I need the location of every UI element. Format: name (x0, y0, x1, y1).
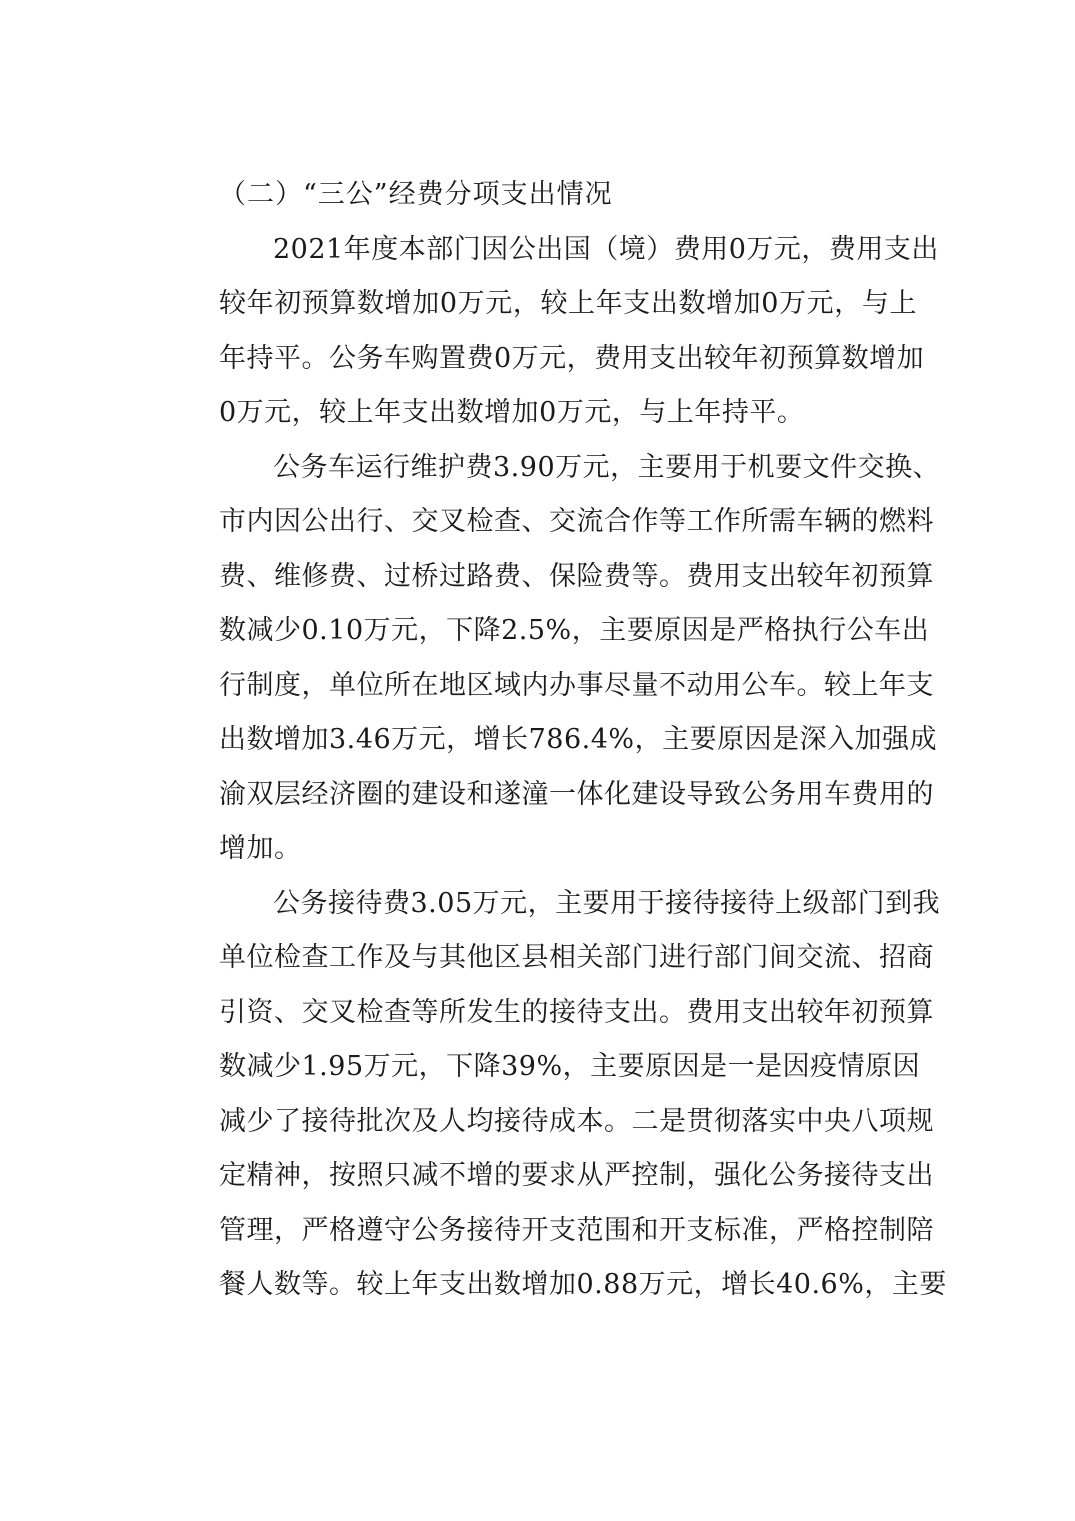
paragraph-line: 0万元，较上年支出数增加0万元，与上年持平。 (219, 397, 805, 428)
paragraph-line: 公务接待费3.05万元，主要用于接待接待上级部门到我 (273, 887, 941, 919)
paragraph-line: 市内因公出行、交叉检查、交流合作等工作所需车辆的燃料 (219, 506, 934, 537)
paragraph-line: 减少了接待批次及人均接待成本。二是贯彻落实中央八项规 (219, 1105, 934, 1137)
paragraph-line: 公务车运行维护费3.90万元，主要用于机要文件交换、 (273, 451, 941, 483)
paragraph-vehicle-operation (165, 441, 941, 877)
paragraph-line: 引资、交叉检查等所发生的接待支出。费用支出较年初预算 (219, 996, 934, 1028)
paragraph-line: 管理，严格遵守公务接待开支范围和开支标准，严格控制陪 (219, 1214, 934, 1246)
paragraph-overseas-and-vehicle-purchase (165, 223, 939, 441)
paragraph-line: 增加。 (219, 833, 302, 864)
paragraph-line: 较年初预算数增加0万元，较上年支出数增加0万元，与上 (219, 288, 917, 319)
document-body (165, 168, 947, 1313)
paragraph-line: 数减少1.95万元，下降39%，主要原因是一是因疫情原因 (219, 1051, 921, 1082)
paragraph-line: 出数增加3.46万元，增长786.4%，主要原因是深入加强成 (219, 724, 938, 755)
paragraph-line: 费、维修费、过桥过路费、保险费等。费用支出较年初预算 (219, 560, 934, 592)
paragraph-line: 年持平。公务车购置费0万元，费用支出较年初预算数增加 (219, 342, 925, 374)
paragraph-line: 行制度，单位所在地区域内办事尽量不动用公车。较上年支 (219, 669, 934, 701)
paragraph-line: 数减少0.10万元，下降2.5%，主要原因是严格执行公车出 (219, 615, 930, 646)
paragraph-line: 2021年度本部门因公出国（境）费用0万元，费用支出 (273, 233, 939, 265)
paragraph-line: 渝双层经济圈的建设和遂潼一体化建设导致公务用车费用的 (219, 778, 934, 810)
paragraph-line: 餐人数等。较上年支出数增加0.88万元，增长40.6%，主要 (219, 1269, 947, 1300)
paragraph-line: 定精神，按照只减不增的要求从严控制，强化公务接待支出 (219, 1160, 934, 1191)
paragraph-official-reception (165, 877, 947, 1313)
paragraph-line: 单位检查工作及与其他区县相关部门进行部门间交流、招商 (219, 942, 934, 973)
section-heading: （二）“三公”经费分项支出情况 (219, 179, 613, 210)
